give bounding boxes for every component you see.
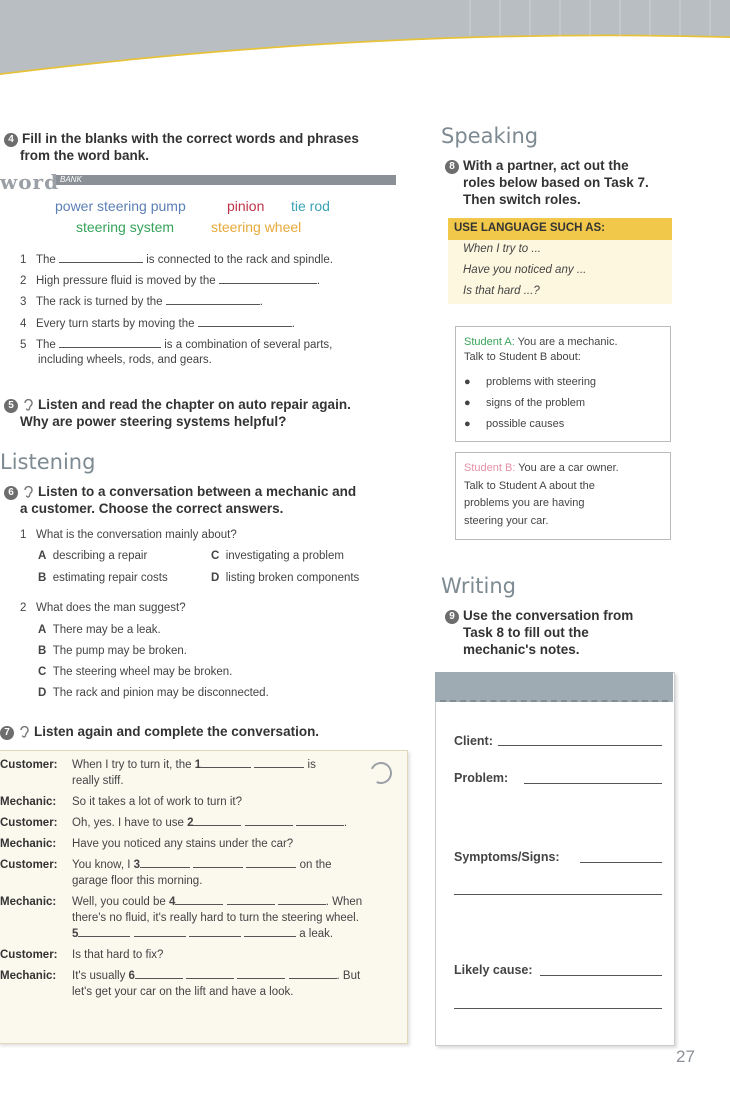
- client-label: Client:: [454, 734, 493, 748]
- task-number-badge: 6: [4, 486, 18, 500]
- likely-cause-field[interactable]: [540, 975, 662, 976]
- answer-option[interactable]: B The pump may be broken.: [38, 645, 187, 657]
- question-2: 2 What does the man suggest?: [20, 602, 186, 614]
- task4-item: 3 The rack is turned by the .: [20, 296, 263, 308]
- word-bank-word: power steering pump: [55, 198, 186, 214]
- conversation-row: Customer: Oh, yes. I have to use 2 .: [0, 817, 348, 829]
- language-phrase: Is that hard ...?: [463, 285, 540, 297]
- task-number-badge: 7: [0, 726, 14, 740]
- conversation-row: Customer: Is that hard to fix?: [0, 949, 164, 961]
- speaking-heading: Speaking: [441, 124, 539, 148]
- answer-blank[interactable]: [193, 857, 243, 868]
- question-1: 1 What is the conversation mainly about?: [20, 529, 237, 541]
- task-number-badge: 4: [4, 133, 18, 147]
- answer-blank[interactable]: [140, 857, 190, 868]
- client-field[interactable]: [498, 745, 662, 746]
- conversation-row: Mechanic: Have you noticed any stains under the car?: [0, 838, 294, 850]
- task8-instruction: 8 With a partner, act out the roles below based on Task 7. Then switch roles.: [445, 157, 685, 208]
- conversation-row: Mechanic: Well, you could be 4 . When there's no fluid, it's really hard to turn the steering wheel. 5 a leak.: [0, 896, 363, 940]
- student-b-text: Student B: You are a car owner. Talk to Student A about the problems you are having steering your car.: [464, 462, 619, 527]
- task4-item: 5 The is a combination of several parts, including wheels, rods, and gears.: [20, 339, 333, 366]
- task4-item: 4 Every turn starts by moving the .: [20, 318, 295, 330]
- likely-cause-label: Likely cause:: [454, 963, 533, 977]
- answer-blank[interactable]: [135, 968, 183, 979]
- task4-instruction: [4, 130, 404, 164]
- answer-blank[interactable]: [201, 757, 251, 768]
- answer-option[interactable]: C investigating a problem: [211, 550, 344, 562]
- conversation: [0, 757, 400, 1005]
- conversation-row: Mechanic: It's usually 6 . But let's get your car on the lift and have a look.: [0, 970, 361, 998]
- bullet-item: ● problems with steering: [464, 376, 597, 388]
- answer-blank[interactable]: [175, 894, 223, 905]
- conversation-row: Mechanic: So it takes a lot of work to turn it?: [0, 796, 243, 808]
- answer-blank[interactable]: [189, 926, 241, 937]
- answer-blank[interactable]: [237, 968, 285, 979]
- language-box-header: [448, 218, 672, 240]
- answer-option[interactable]: A There may be a leak.: [38, 624, 161, 636]
- word-bank-label: BANK: [60, 175, 82, 184]
- writing-heading: Writing: [441, 574, 516, 598]
- answer-blank[interactable]: [78, 926, 130, 937]
- audio-icon[interactable]: [22, 398, 34, 411]
- language-phrase: When I try to ...: [463, 243, 541, 255]
- answer-blank[interactable]: [198, 316, 292, 327]
- answer-blank[interactable]: [59, 337, 161, 348]
- symptoms-label: Symptoms/Signs:: [454, 850, 560, 864]
- notepad-header: [435, 672, 673, 702]
- bullet-item: ● signs of the problem: [464, 397, 586, 409]
- word-bank-word: tie rod: [291, 198, 330, 214]
- audio-icon[interactable]: [18, 725, 30, 738]
- word-bank-header: [0, 170, 396, 192]
- student-a-text: Student A: You are a mechanic. Talk to Student B about:: [464, 336, 618, 363]
- answer-blank[interactable]: [59, 252, 143, 263]
- task4-line1: Fill in the blanks with the correct words and phrases: [22, 131, 359, 146]
- page-number: 27: [676, 1047, 695, 1066]
- task9-instruction: 9 Use the conversation from Task 8 to fill out the mechanic's notes.: [445, 607, 685, 658]
- word-bank-word: pinion: [227, 198, 265, 214]
- answer-blank[interactable]: [186, 968, 234, 979]
- answer-blank[interactable]: [244, 926, 296, 937]
- answer-blank[interactable]: [296, 815, 344, 826]
- answer-blank[interactable]: [219, 273, 317, 284]
- word-bank-logo: word: [0, 170, 60, 194]
- notepad-perforation: [440, 700, 668, 702]
- problem-field[interactable]: [524, 783, 662, 784]
- answer-option[interactable]: A describing a repair: [38, 550, 148, 562]
- symptoms-field-line2[interactable]: [454, 894, 662, 895]
- task-number-badge: 5: [4, 399, 18, 413]
- task4-item: 1 The is connected to the rack and spindle.: [20, 254, 333, 266]
- bullet-item: ● possible causes: [464, 418, 565, 430]
- answer-blank[interactable]: [289, 968, 337, 979]
- task5-instruction: 5 Listen and read the chapter on auto repair again. Why are power steering systems helpful?: [4, 396, 404, 430]
- top-banner: [0, 0, 730, 78]
- word-bank-word: steering system: [76, 219, 175, 235]
- answer-blank[interactable]: [134, 926, 186, 937]
- answer-option[interactable]: D The rack and pinion may be disconnected.: [38, 687, 269, 699]
- audio-icon[interactable]: [22, 485, 34, 498]
- task6-instruction: 6 Listen to a conversation between a mechanic and a customer. Choose the correct answers.: [4, 483, 404, 517]
- word-bank-word: steering wheel: [211, 219, 302, 235]
- answer-option[interactable]: B estimating repair costs: [38, 572, 168, 584]
- symptoms-field[interactable]: [580, 862, 662, 863]
- language-phrase: Have you noticed any ...: [463, 264, 587, 276]
- answer-blank[interactable]: [245, 815, 293, 826]
- language-box-title: USE LANGUAGE SUCH AS:: [454, 222, 605, 234]
- answer-blank[interactable]: [227, 894, 275, 905]
- answer-blank[interactable]: [193, 815, 241, 826]
- word-bank-bar: [56, 175, 396, 185]
- conversation-row: Customer: You know, I 3 on the garage floor this morning.: [0, 859, 332, 887]
- answer-blank[interactable]: [166, 294, 260, 305]
- task-number-badge: 9: [445, 610, 459, 624]
- conversation-row: Customer: When I try to turn it, the 1 is really stiff.: [0, 759, 316, 787]
- task4-item: 2 High pressure fluid is moved by the .: [20, 275, 321, 287]
- answer-option[interactable]: C The steering wheel may be broken.: [38, 666, 233, 678]
- likely-cause-field-line2[interactable]: [454, 1008, 662, 1009]
- listening-heading: Listening: [0, 450, 96, 474]
- task-number-badge: 8: [445, 160, 459, 174]
- task4-line2: from the word bank.: [20, 148, 150, 163]
- answer-option[interactable]: D listing broken components: [211, 572, 360, 584]
- task7-instruction: 7 Listen again and complete the conversation.: [0, 723, 400, 740]
- answer-blank[interactable]: [246, 857, 296, 868]
- problem-label: Problem:: [454, 771, 509, 785]
- answer-blank[interactable]: [278, 894, 326, 905]
- answer-blank[interactable]: [254, 757, 304, 768]
